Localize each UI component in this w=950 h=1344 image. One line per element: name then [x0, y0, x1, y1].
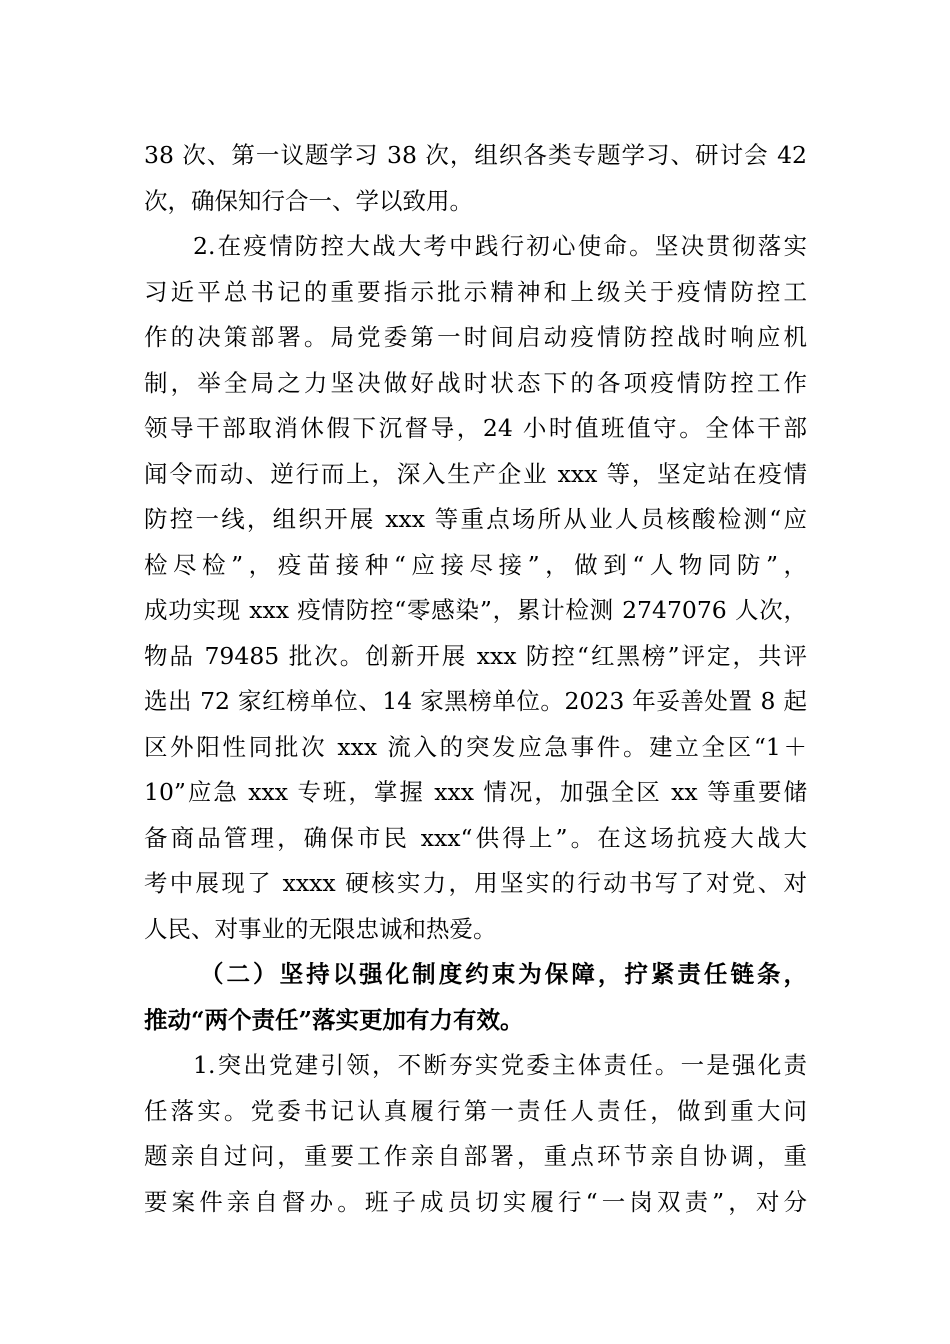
section-heading: （二）坚持以强化制度约束为保障，拧紧责任链条，: [200, 960, 807, 988]
text-line: 1.突出党建引领，不断夯实党委主体责任。一是强化责: [193, 1051, 807, 1079]
text-line: 领导干部取消休假下沉督导，24 小时值班值守。全体干部: [144, 414, 807, 442]
text-line: 要案件亲自督办。班子成员切实履行“一岗双责”，对分: [144, 1187, 807, 1216]
text-line: 作的决策部署。局党委第一时间启动疫情防控战时响应机: [144, 323, 807, 351]
text-line: 闻令而动、逆行而上，深入生产企业 xxx 等，坚定站在疫情: [144, 459, 807, 488]
text-line: 物品 79485 批次。创新开展 xxx 防控“红黑榜”评定，共评: [144, 641, 807, 670]
text-line: 防控一线，组织开展 xxx 等重点场所从业人员核酸检测“应: [144, 505, 807, 533]
text-line: 次，确保知行合一、学以致用。: [144, 186, 473, 215]
text-line: 备商品管理，确保市民 xxx“供得上”。在这场抗疫大战大: [144, 823, 807, 852]
text-line: 成功实现 xxx 疫情防控“零感染”，累计检测 2747076 人次，: [144, 596, 807, 624]
text-line: 区外阳性同批次 xxx 流入的突发应急事件。建立全区“1＋: [144, 732, 807, 761]
text-line: 选出 72 家红榜单位、14 家黑榜单位。2023 年妥善处置 8 起: [144, 687, 807, 715]
text-line: 任落实。党委书记认真履行第一责任人责任，做到重大问: [144, 1096, 807, 1125]
text-line: 10”应急 xxx 专班，掌握 xxx 情况，加强全区 xx 等重要储: [144, 778, 807, 806]
section-heading: 推动“两个责任”落实更加有力有效。: [144, 1005, 524, 1034]
text-line: 习近平总书记的重要指示批示精神和上级关于疫情防控工: [144, 277, 807, 306]
text-line: 制，举全局之力坚决做好战时状态下的各项疫情防控工作: [144, 368, 807, 397]
text-line: 人民、对事业的无限忠诚和热爱。: [144, 914, 497, 943]
text-line: 2.在疫情防控大战大考中践行初心使命。坚决贯彻落实: [193, 232, 807, 260]
document-body: [144, 133, 807, 1225]
text-line: 考中展现了 xxxx 硬核实力，用坚实的行动书写了对党、对: [144, 869, 807, 897]
text-line: 38 次、第一议题学习 38 次，组织各类专题学习、研讨会 42: [144, 141, 807, 169]
text-line: 题亲自过问，重要工作亲自部署，重点环节亲自协调，重: [144, 1142, 807, 1170]
text-line: 检尽检”，疫苗接种“应接尽接”，做到“人物同防”，: [144, 550, 807, 579]
